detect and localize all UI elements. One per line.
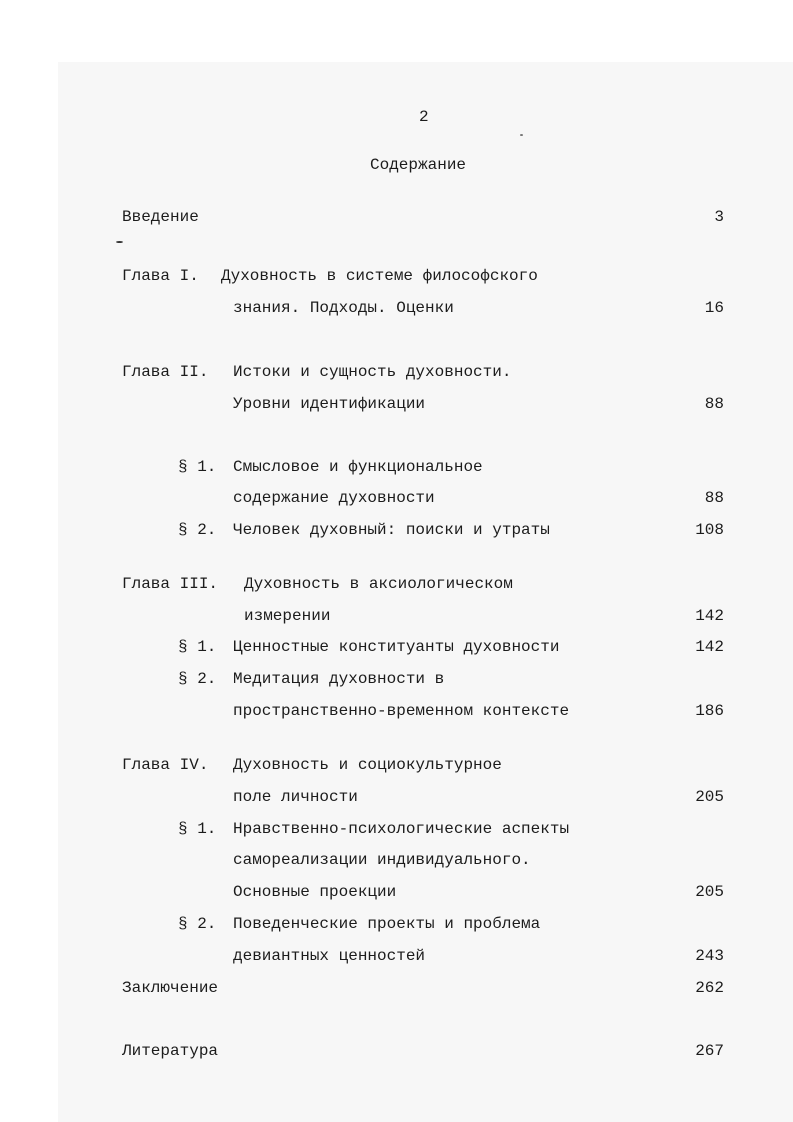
toc-ch4-s1-line3: Основные проекции (233, 883, 397, 901)
toc-ch4-s1-line1: Нравственно-психологические аспекты (233, 820, 570, 838)
toc-literature-label: Литература (122, 1042, 219, 1060)
toc-ch2-s2-mark: § 2. (178, 521, 217, 539)
toc-ch3-page: 142 (695, 607, 724, 625)
speck (116, 241, 123, 243)
toc-ch1-page: 16 (704, 299, 724, 317)
toc-ch4-s2-line1: Поведенческие проекты и проблема (233, 915, 541, 933)
speck (520, 134, 523, 136)
toc-ch3-s2-mark: § 2. (178, 670, 217, 688)
toc-ch3-s2-line2: пространственно-временном контексте (233, 702, 570, 720)
toc-ch4-s1-mark: § 1. (178, 820, 217, 838)
toc-ch2-s2-line1: Человек духовный: поиски и утраты (233, 521, 550, 539)
toc-intro-label: Введение (122, 208, 199, 226)
toc-conclusion-page: 262 (695, 979, 724, 997)
toc-ch2-line1: Истоки и сущность духовности. (233, 363, 512, 381)
toc-ch2-s1-line1: Смысловое и функциональное (233, 458, 483, 476)
toc-ch4-s2-mark: § 2. (178, 915, 217, 933)
toc-ch2-s2-page: 108 (695, 521, 724, 539)
toc-ch3-s2-line1: Медитация духовности в (233, 670, 445, 688)
toc-ch4-s2-line2: девиантных ценностей (233, 947, 426, 965)
toc-ch3-s2-page: 186 (695, 702, 724, 720)
page-title: Содержание (370, 156, 467, 174)
toc-ch4-s2-page: 243 (695, 947, 724, 965)
page-number: 2 (419, 108, 429, 126)
toc-ch1-line1: Духовность в системе философского (221, 267, 538, 285)
toc-ch3-line2: измерении (244, 607, 331, 625)
toc-ch4-line1: Духовность и социокультурное (233, 756, 502, 774)
toc-ch3-line1: Духовность в аксиологическом (244, 575, 513, 593)
toc-ch2-line2: Уровни идентификации (233, 395, 426, 413)
toc-literature-page: 267 (695, 1042, 724, 1060)
toc-ch3-prefix: Глава III. (122, 575, 219, 593)
toc-ch3-s1-page: 142 (695, 638, 724, 656)
toc-conclusion-label: Заключение (122, 979, 219, 997)
toc-ch4-page: 205 (695, 788, 724, 806)
toc-ch2-s1-page: 88 (704, 489, 724, 507)
toc-ch3-s1-mark: § 1. (178, 638, 217, 656)
toc-ch2-s1-mark: § 1. (178, 458, 217, 476)
toc-ch4-line2: поле личности (233, 788, 358, 806)
toc-ch1-line2: знания. Подходы. Оценки (233, 299, 454, 317)
toc-ch1-prefix: Глава I. (122, 267, 199, 285)
toc-ch2-s1-line2: содержание духовности (233, 489, 435, 507)
toc-ch4-s1-page: 205 (695, 883, 724, 901)
toc-ch2-page: 88 (704, 395, 724, 413)
toc-ch4-prefix: Глава IV. (122, 756, 209, 774)
toc-ch3-s1-line1: Ценностные конституанты духовности (233, 638, 560, 656)
toc-ch4-s1-line2: самореализации индивидуального. (233, 851, 531, 869)
toc-intro-page: 3 (714, 208, 724, 226)
toc-ch2-prefix: Глава II. (122, 363, 209, 381)
